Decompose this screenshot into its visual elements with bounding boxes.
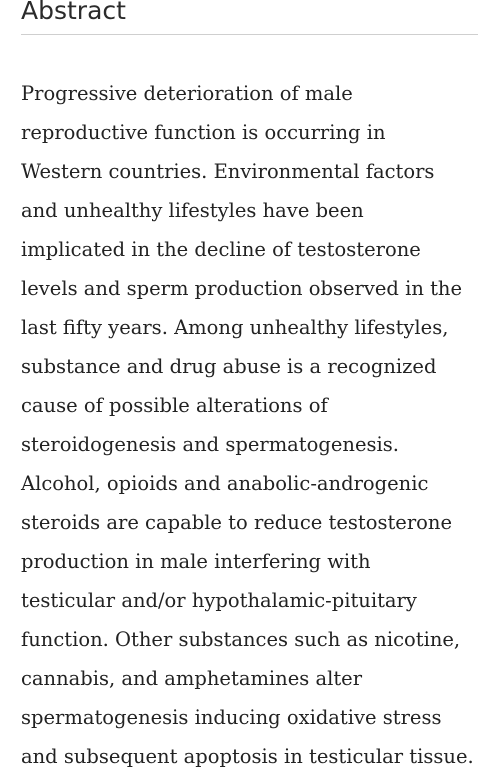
abstract-line: steroids are capable to reduce testosterone	[21, 511, 453, 534]
abstract-line: Alcohol, opioids and anabolic-androgenic	[21, 472, 429, 495]
abstract-line: cause of possible alterations of	[21, 394, 328, 417]
abstract-line: reproductive function is occurring in	[21, 121, 386, 144]
abstract-line: substance and drug abuse is a recognized	[21, 355, 437, 378]
heading-divider	[21, 34, 478, 35]
abstract-line: production in male interfering with	[21, 550, 371, 573]
abstract-line: steroidogenesis and spermatogenesis.	[21, 433, 399, 456]
abstract-line: Western countries. Environmental factors	[21, 160, 435, 183]
abstract-line: Progressive deterioration of male	[21, 82, 353, 105]
abstract-paragraph	[21, 74, 491, 776]
abstract-line: levels and sperm production observed in the	[21, 277, 463, 300]
abstract-heading: Abstract	[21, 0, 126, 25]
abstract-line: and subsequent apoptosis in testicular tissue.	[21, 745, 474, 768]
abstract-line: spermatogenesis inducing oxidative stress	[21, 706, 442, 729]
abstract-line: implicated in the decline of testosterone	[21, 238, 421, 261]
abstract-line: and unhealthy lifestyles have been	[21, 199, 364, 222]
abstract-line: testicular and/or hypothalamic-pituitary	[21, 589, 417, 612]
abstract-line: cannabis, and amphetamines alter	[21, 667, 363, 690]
abstract-line: last fifty years. Among unhealthy lifestyles,	[21, 316, 449, 339]
abstract-line: function. Other substances such as nicotine,	[21, 628, 461, 651]
